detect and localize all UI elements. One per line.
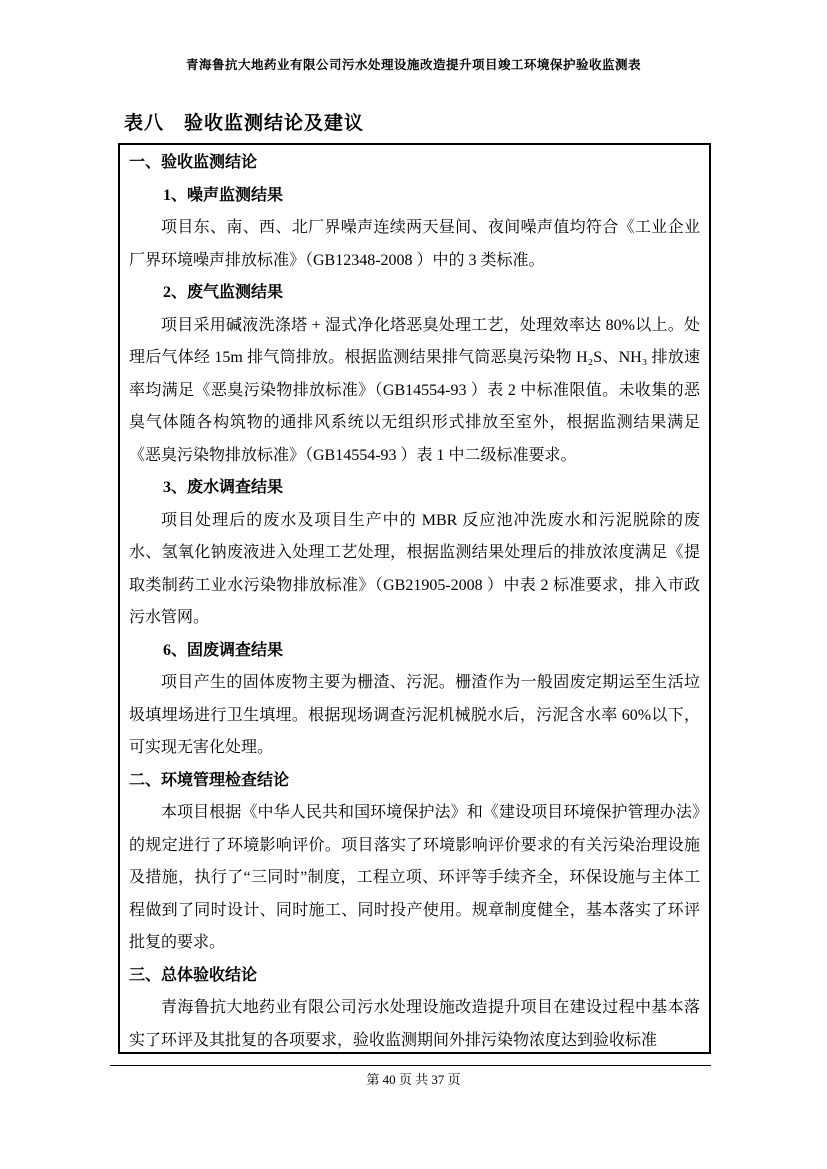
paragraph-noise-result: 项目东、南、西、北厂界噪声连续两天昼间、夜间噪声值均符合《工业企业厂界环境噪声排放标准》（GB12348-2008 ）中的 3 类标准。 — [129, 219, 700, 269]
document-header-title: 青海鲁抗大地药业有限公司污水处理设施改造提升项目竣工环境保护验收监测表 — [185, 58, 641, 72]
paragraph-gas-result: 项目采用碱液洗涤塔 + 湿式净化塔恶臭处理工艺，处理效率达 80%以上。处理后气体经 15m 排气筒排放。根据监测结果排气筒恶臭污染物 H₂S、NH₃ 排放速率均满足《恶臭污染物排放标准》（GB14554-93 ）表 2 中标准限值。未收集的恶臭气体随各构筑物的通排风系统以无组织形式排放至室外，根据监测结果满足《恶臭污染物排放标准》（GB14554-93 ）表 1 中二级标准要求。 — [129, 316, 700, 464]
subsection-heading-noise-result: 1、噪声监测结果 — [163, 186, 284, 204]
page-number-footer: 第 40 页 共 37 页 — [366, 1072, 461, 1087]
paragraph-wastewater-result: 项目处理后的废水及项目生产中的 MBR 反应池冲洗废水和污泥脱除的废水、氢氧化钠废液进入处理工艺处理，根据监测结果处理后的排放浓度满足《提取类制药工业水污染物排放标准》（GB21905-2008 ）中表 2 标准要求，排入市政污水管网。 — [129, 511, 700, 626]
page-title: 表八 验收监测结论及建议 — [124, 113, 365, 134]
section-heading-env-management: 二、环境管理检查结论 — [129, 771, 290, 789]
conclusion-table-box — [118, 143, 711, 1054]
paragraph-env-management: 本项目根据《中华人民共和国环境保护法》和《建设项目环境保护管理办法》的规定进行了环境影响评价。项目落实了环境影响评价要求的有关污染治理设施及措施，执行了“三同时”制度，工程立项、环评等手续齐全，环保设施与主体工程做到了同时设计、同时施工、同时投产使用。规章制度健全，基本落实了环评批复的要求。 — [129, 804, 700, 951]
subsection-heading-gas-result: 2、废气监测结果 — [163, 284, 284, 301]
subsection-heading-wastewater-result: 3、废水调查结果 — [163, 479, 284, 496]
paragraph-overall-conclusion: 青海鲁抗大地药业有限公司污水处理设施改造提升项目在建设过程中基本落实了环评及其批复的各项要求，验收监测期间外排污染物浓度达到验收标准 — [129, 999, 700, 1049]
subsection-heading-solidwaste-result: 6、固废调查结果 — [163, 641, 284, 659]
footer-divider — [110, 1065, 711, 1066]
paragraph-solidwaste-result: 项目产生的固体废物主要为栅渣、污泥。栅渣作为一般固废定期运至生活垃圾填埋场进行卫生填埋。根据现场调查污泥机械脱水后，污泥含水率 60%以下，可实现无害化处理。 — [129, 674, 700, 756]
section-heading-overall-conclusion: 三、总体验收结论 — [129, 966, 258, 984]
section-heading-monitoring-conclusion: 一、验收监测结论 — [129, 154, 258, 171]
